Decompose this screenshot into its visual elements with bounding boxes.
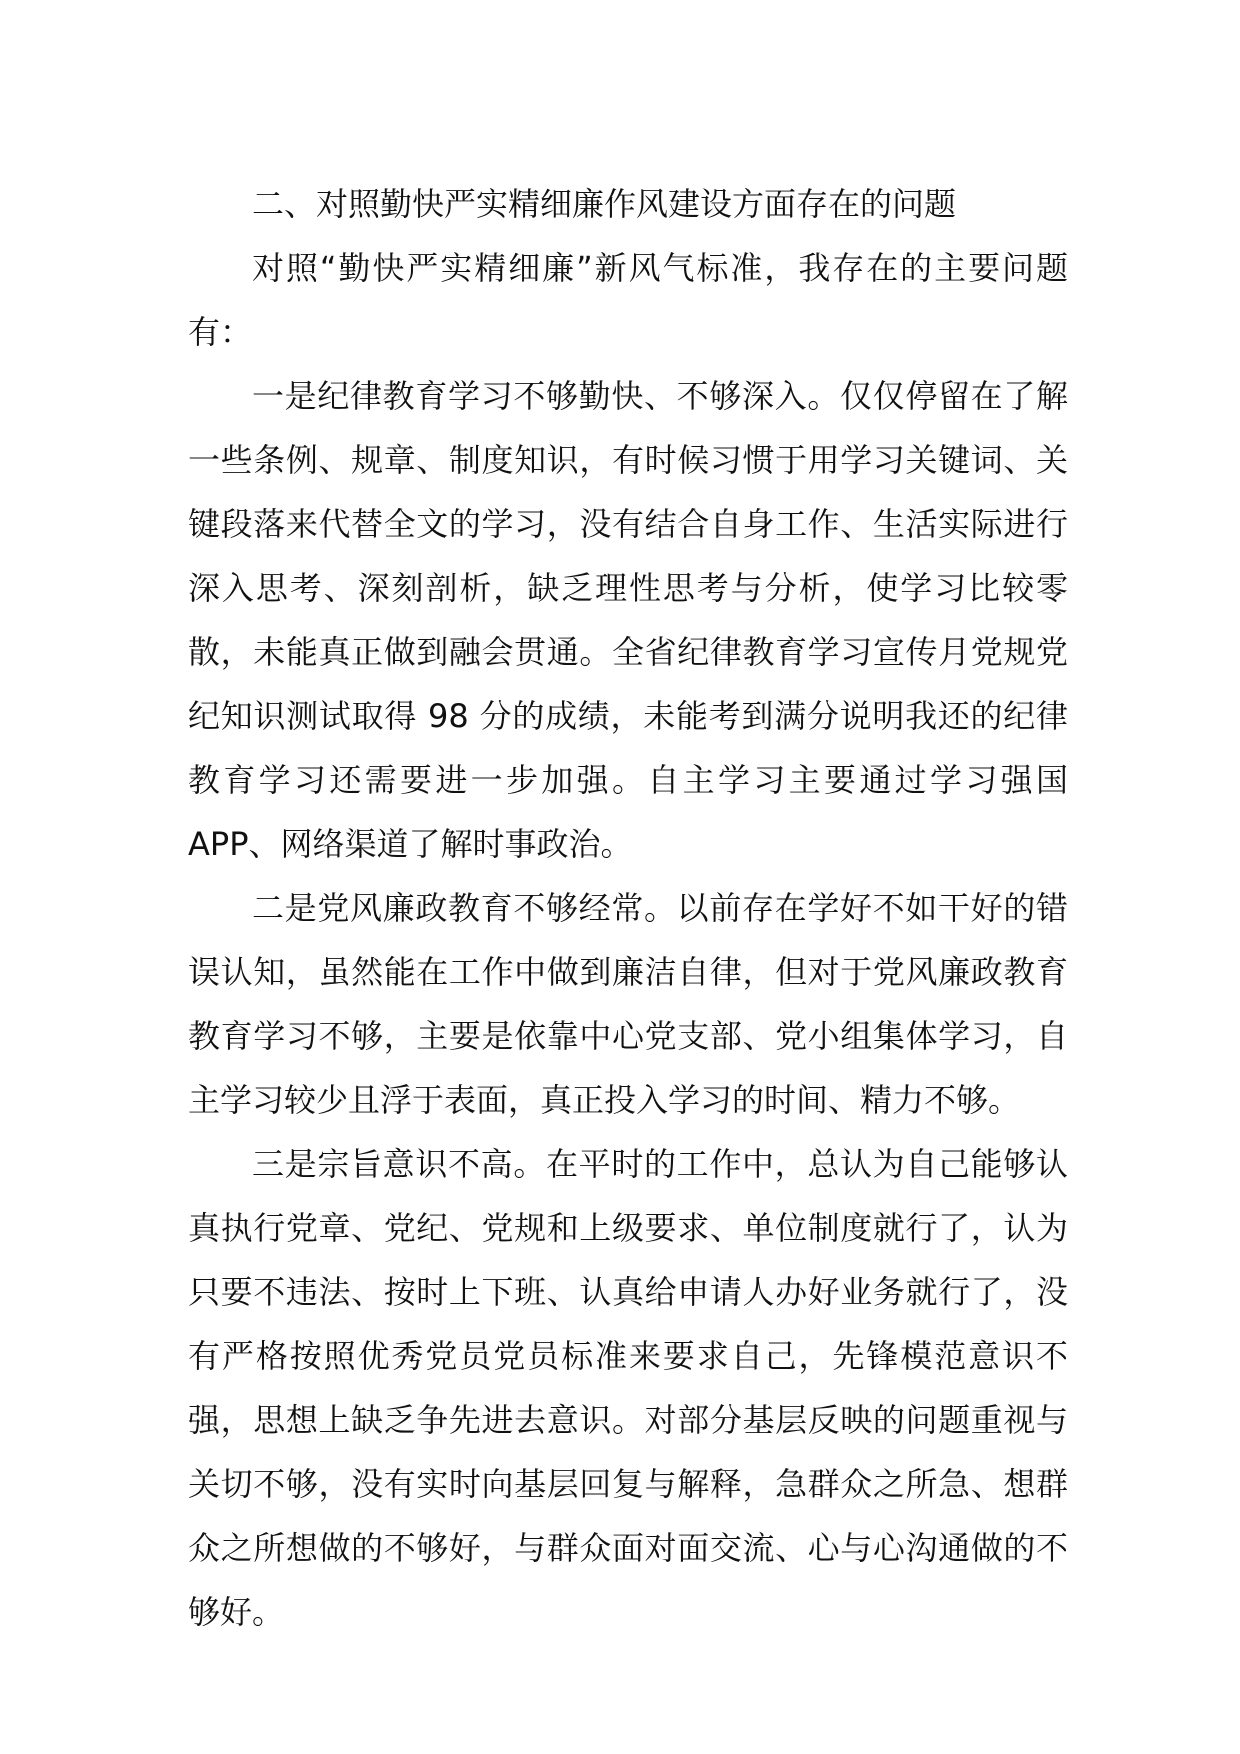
paragraph-discipline-education: 一是纪律教育学习不够勤快、不够深入。仅仅停留在了解一些条例、规章、制度知识，有时候习惯于用学习关键词、关键段落来代替全文的学习，没有结合自身工作、生活实际进行深入思考、深刻剖析，缺乏理性思考与分析，使学习比较零散，未能真正做到融会贯通。全省纪律教育学习宣传月党规党纪知识测试取得 98 分的成绩，未能考到满分说明我还的纪律教育学习还需要进一步加强。自主学习主要通过学习强国 APP、网络渠道了解时事政治。 <box>188 377 1068 863</box>
intro-paragraph: 对照“勤快严实精细廉”新风气标准，我存在的主要问题有： <box>188 249 1068 351</box>
document-body <box>188 172 1068 1644</box>
paragraph-party-integrity-education: 二是党风廉政教育不够经常。以前存在学好不如干好的错误认知，虽然能在工作中做到廉洁自律，但对于党风廉政教育教育学习不够，主要是依靠中心党支部、党小组集体学习，自主学习较少且浮于表面，真正投入学习的时间、精力不够。 <box>188 889 1068 1119</box>
section-heading: 二、对照勤快严实精细廉作风建设方面存在的问题 <box>252 185 957 223</box>
paragraph-purpose-awareness: 三是宗旨意识不高。在平时的工作中，总认为自己能够认真执行党章、党纪、党规和上级要求、单位制度就行了，认为只要不违法、按时上下班、认真给申请人办好业务就行了，没有严格按照优秀党员党员标准来要求自己，先锋模范意识不强，思想上缺乏争先进去意识。对部分基层反映的问题重视与关切不够，没有实时向基层回复与解释，急群众之所急、想群众之所想做的不够好，与群众面对面交流、心与心沟通做的不够好。 <box>188 1145 1068 1631</box>
